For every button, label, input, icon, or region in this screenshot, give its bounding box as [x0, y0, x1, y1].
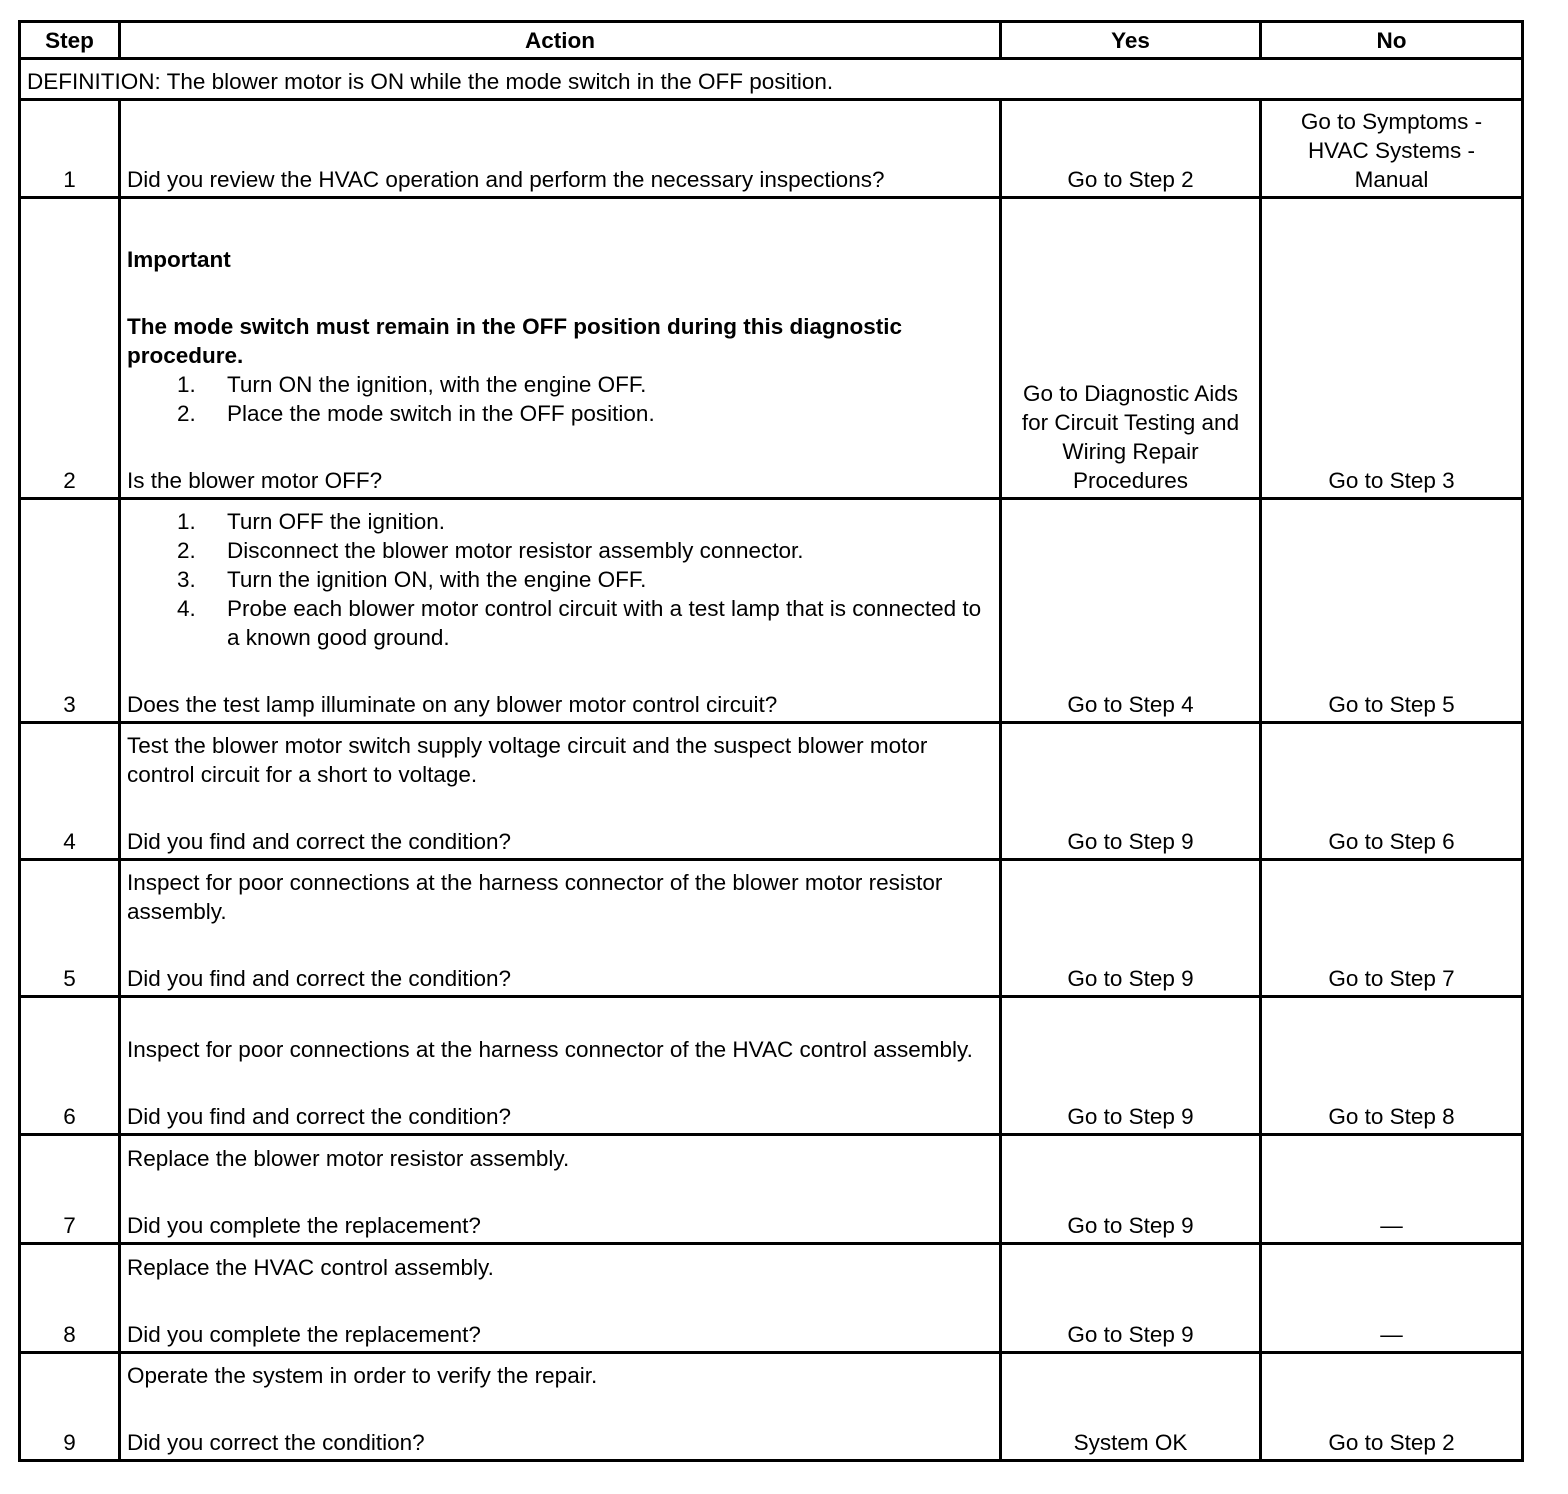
question-text: Is the blower motor OFF? — [127, 468, 383, 493]
header-step: Step — [20, 22, 120, 59]
step-number: 8 — [20, 1244, 120, 1353]
procedure-list — [127, 507, 993, 652]
action-cell — [120, 723, 1001, 860]
action-cell — [120, 860, 1001, 997]
header-no: No — [1261, 22, 1523, 59]
important-label: Important — [127, 247, 231, 272]
yes-cell: Go to Step 9 — [1001, 997, 1261, 1135]
list-item: 2. Place the mode switch in the OFF position. — [177, 401, 655, 426]
yes-cell: Go to Step 4 — [1001, 499, 1261, 723]
no-cell: Go to Step 5 — [1261, 499, 1523, 723]
yes-cell: System OK — [1001, 1353, 1261, 1461]
step-number: 4 — [20, 723, 120, 860]
table-row — [20, 1135, 1523, 1244]
diagnostic-table — [18, 20, 1524, 1462]
action-text: Test the blower motor switch supply voltage circuit and the suspect blower motor control circuit for a short to voltage. — [127, 733, 928, 787]
step-number: 3 — [20, 499, 120, 723]
no-cell: Go to Step 6 — [1261, 723, 1523, 860]
table-row — [20, 499, 1523, 723]
definition-text: DEFINITION: The blower motor is ON while the mode switch in the OFF position. — [20, 59, 1523, 100]
question-text: Does the test lamp illuminate on any blower motor control circuit? — [127, 692, 778, 717]
no-cell: — — [1261, 1244, 1523, 1353]
procedure-list — [127, 370, 993, 428]
yes-cell: Go to Diagnostic Aids for Circuit Testing and Wiring Repair Procedures — [1001, 198, 1261, 499]
no-cell: Go to Step 2 — [1261, 1353, 1523, 1461]
question-text: Did you correct the condition? — [127, 1430, 425, 1455]
step-number: 9 — [20, 1353, 120, 1461]
question-text: Did you find and correct the condition? — [127, 966, 511, 991]
header-yes: Yes — [1001, 22, 1261, 59]
step-number: 7 — [20, 1135, 120, 1244]
yes-cell: Go to Step 9 — [1001, 1135, 1261, 1244]
yes-cell: Go to Step 9 — [1001, 860, 1261, 997]
action-cell — [120, 1353, 1001, 1461]
table-row — [20, 1353, 1523, 1461]
header-action: Action — [120, 22, 1001, 59]
action-cell — [120, 997, 1001, 1135]
list-item: 2. Disconnect the blower motor resistor assembly connector. — [177, 538, 804, 563]
yes-cell: Go to Step 2 — [1001, 100, 1261, 198]
step-number: 6 — [20, 997, 120, 1135]
list-item: 4. Probe each blower motor control circuit with a test lamp that is connected to a known good ground. — [177, 596, 982, 650]
action-cell — [120, 1244, 1001, 1353]
question-text: Did you find and correct the condition? — [127, 1104, 511, 1129]
list-item: 1. Turn OFF the ignition. — [177, 509, 446, 534]
step-number: 1 — [20, 100, 120, 198]
list-item: 3. Turn the ignition ON, with the engine OFF. — [177, 567, 647, 592]
table-row — [20, 198, 1523, 499]
yes-cell: Go to Step 9 — [1001, 1244, 1261, 1353]
no-cell: — — [1261, 1135, 1523, 1244]
table-row — [20, 860, 1523, 997]
step-number: 5 — [20, 860, 120, 997]
yes-cell: Go to Step 9 — [1001, 723, 1261, 860]
no-cell: Go to Step 8 — [1261, 997, 1523, 1135]
table-row — [20, 1244, 1523, 1353]
question-text: Did you find and correct the condition? — [127, 829, 511, 854]
action-text: Replace the blower motor resistor assembly. — [127, 1146, 570, 1171]
table-row — [20, 100, 1523, 198]
action-text: Replace the HVAC control assembly. — [127, 1255, 494, 1280]
action-text: Inspect for poor connections at the harness connector of the HVAC control assembly. — [127, 1037, 973, 1062]
list-item: 1. Turn ON the ignition, with the engine OFF. — [177, 372, 647, 397]
no-cell: Go to Symptoms - HVAC Systems - Manual — [1261, 100, 1523, 198]
important-text: The mode switch must remain in the OFF position during this diagnostic procedure. — [127, 314, 903, 368]
action-cell — [120, 499, 1001, 723]
table-row — [20, 723, 1523, 860]
question-text: Did you complete the replacement? — [127, 1213, 481, 1238]
action-text: Did you review the HVAC operation and perform the necessary inspections? — [127, 167, 885, 192]
action-text: Operate the system in order to verify the repair. — [127, 1363, 598, 1388]
action-cell — [120, 1135, 1001, 1244]
action-cell — [120, 100, 1001, 198]
question-text: Did you complete the replacement? — [127, 1322, 481, 1347]
definition-row — [20, 59, 1523, 100]
no-cell: Go to Step 3 — [1261, 198, 1523, 499]
header-row — [20, 22, 1523, 59]
action-text: Inspect for poor connections at the harness connector of the blower motor resistor assembly. — [127, 870, 943, 924]
step-number: 2 — [20, 198, 120, 499]
table-row — [20, 997, 1523, 1135]
action-cell — [120, 198, 1001, 499]
no-cell: Go to Step 7 — [1261, 860, 1523, 997]
